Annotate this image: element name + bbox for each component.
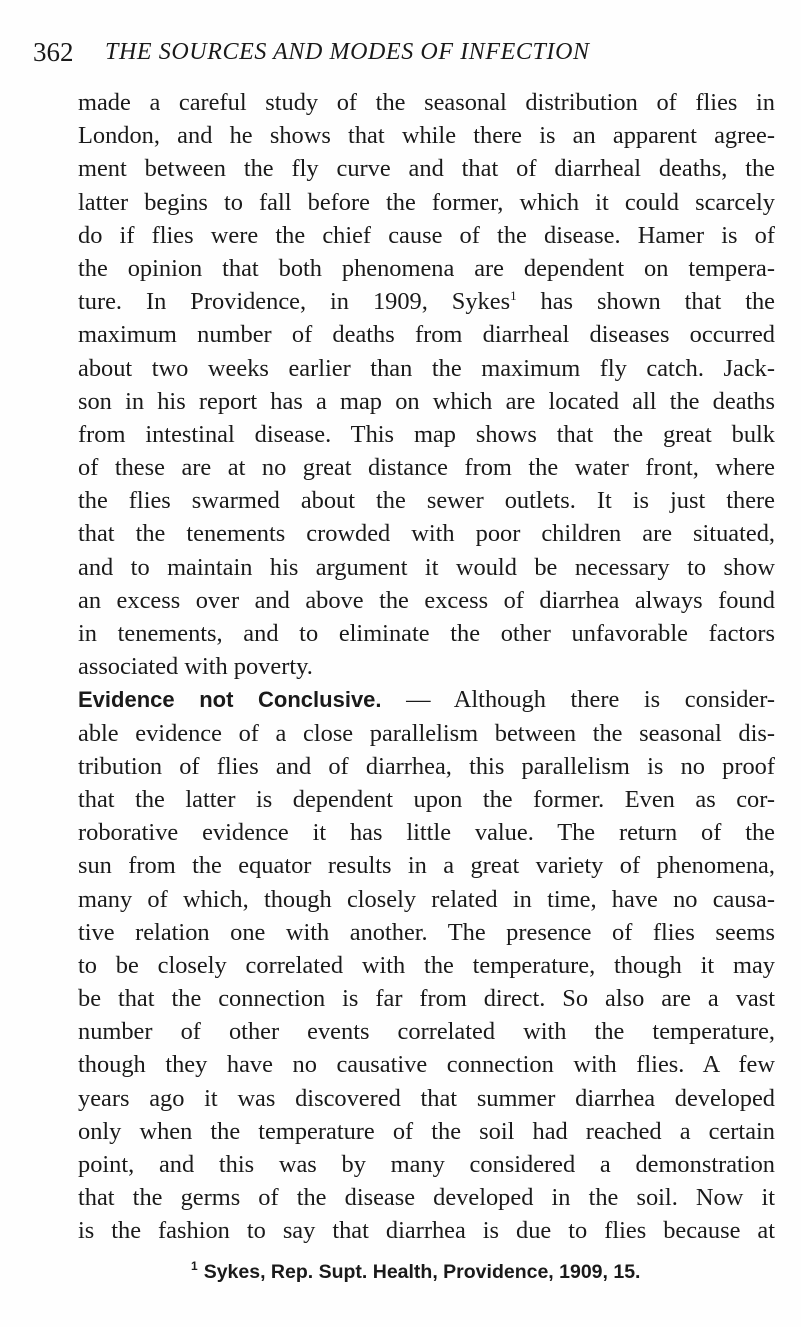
text-line: able evidence of a close parallelism between the seasonal dis-: [78, 719, 775, 747]
text-line: that the latter is dependent upon the former. Even as cor-: [78, 785, 775, 813]
page-number: 362: [33, 37, 74, 67]
text-segment: ture. In Providence, in 1909, Sykes: [78, 288, 511, 316]
text-line: roborative evidence it has little value. The return of the: [78, 819, 775, 847]
text-line: number of other events correlated with the temperature,: [78, 1018, 775, 1046]
text-line: be that the connection is far from direct. So also are a vast: [78, 985, 775, 1013]
text-line: tive relation one with another. The presence of flies seems: [78, 918, 775, 946]
text-line: point, and this was by many considered a demonstration: [78, 1151, 775, 1178]
text-line: about two weeks earlier than the maximum fly catch. Jack-: [78, 354, 775, 382]
text-line: the flies swarmed about the sewer outlets. It is just there: [78, 487, 775, 515]
text-line-with-footnote-ref: [78, 285, 775, 318]
paragraph-end-line: associated with poverty.: [78, 653, 313, 681]
text-line: an excess over and above the excess of diarrhea always found: [78, 586, 775, 614]
text-line: latter begins to fall before the former, which it could scarcely: [78, 188, 775, 216]
text-line: and to maintain his argument it would be necessary to show: [78, 553, 775, 581]
text-line: the opinion that both phenomena are dependent on tempera-: [78, 254, 775, 282]
text-line: is the fashion to say that diarrhea is due to flies because at: [78, 1217, 775, 1245]
body-text: [78, 86, 775, 1248]
text-segment: has shown that the: [516, 288, 775, 316]
text-line: years ago it was discovered that summer diarrhea developed: [78, 1084, 775, 1112]
text-line: though they have no causative connection with flies. A few: [78, 1051, 775, 1079]
footnote-marker: 1: [191, 1259, 198, 1273]
text-line: many of which, though closely related in time, have no causa-: [78, 885, 775, 913]
footnote-reference[interactable]: 1: [510, 288, 517, 304]
text-line: that the tenements crowded with poor children are situated,: [78, 520, 775, 548]
section-heading-line: [78, 683, 775, 716]
text-line: London, and he shows that while there is an apparent agree-: [78, 122, 775, 150]
text-line: to be closely correlated with the temperature, though it may: [78, 951, 775, 979]
text-line: from intestinal disease. This map shows that the great bulk: [78, 420, 775, 448]
text-segment: — Although there is consider-: [381, 686, 776, 714]
running-title: THE SOURCES AND MODES OF INFECTION: [105, 39, 590, 65]
text-line: do if flies were the chief cause of the disease. Hamer is of: [78, 221, 775, 249]
running-head: [33, 34, 773, 70]
text-line: ment between the fly curve and that of diarrheal deaths, the: [78, 155, 775, 183]
text-line: tribution of flies and of diarrhea, this parallelism is no proof: [78, 752, 775, 780]
footnote-text: Sykes, Rep. Supt. Health, Providence, 1909, 15.: [203, 1261, 641, 1283]
text-line: son in his report has a map on which are located all the deaths: [78, 387, 775, 415]
text-line: sun from the equator results in a great variety of phenomena,: [78, 852, 775, 880]
text-line: only when the temperature of the soil had reached a certain: [78, 1117, 775, 1145]
section-heading: Evidence not Conclusive.: [78, 687, 382, 713]
text-line: of these are at no great distance from the water front, where: [78, 454, 775, 482]
text-line: maximum number of deaths from diarrheal diseases occurred: [78, 321, 775, 349]
text-line: in tenements, and to eliminate the other unfavorable factors: [78, 620, 775, 647]
footnote: [78, 1259, 775, 1285]
text-line: that the germs of the disease developed in the soil. Now it: [78, 1184, 775, 1212]
text-line: made a careful study of the seasonal distribution of flies in: [78, 89, 775, 116]
